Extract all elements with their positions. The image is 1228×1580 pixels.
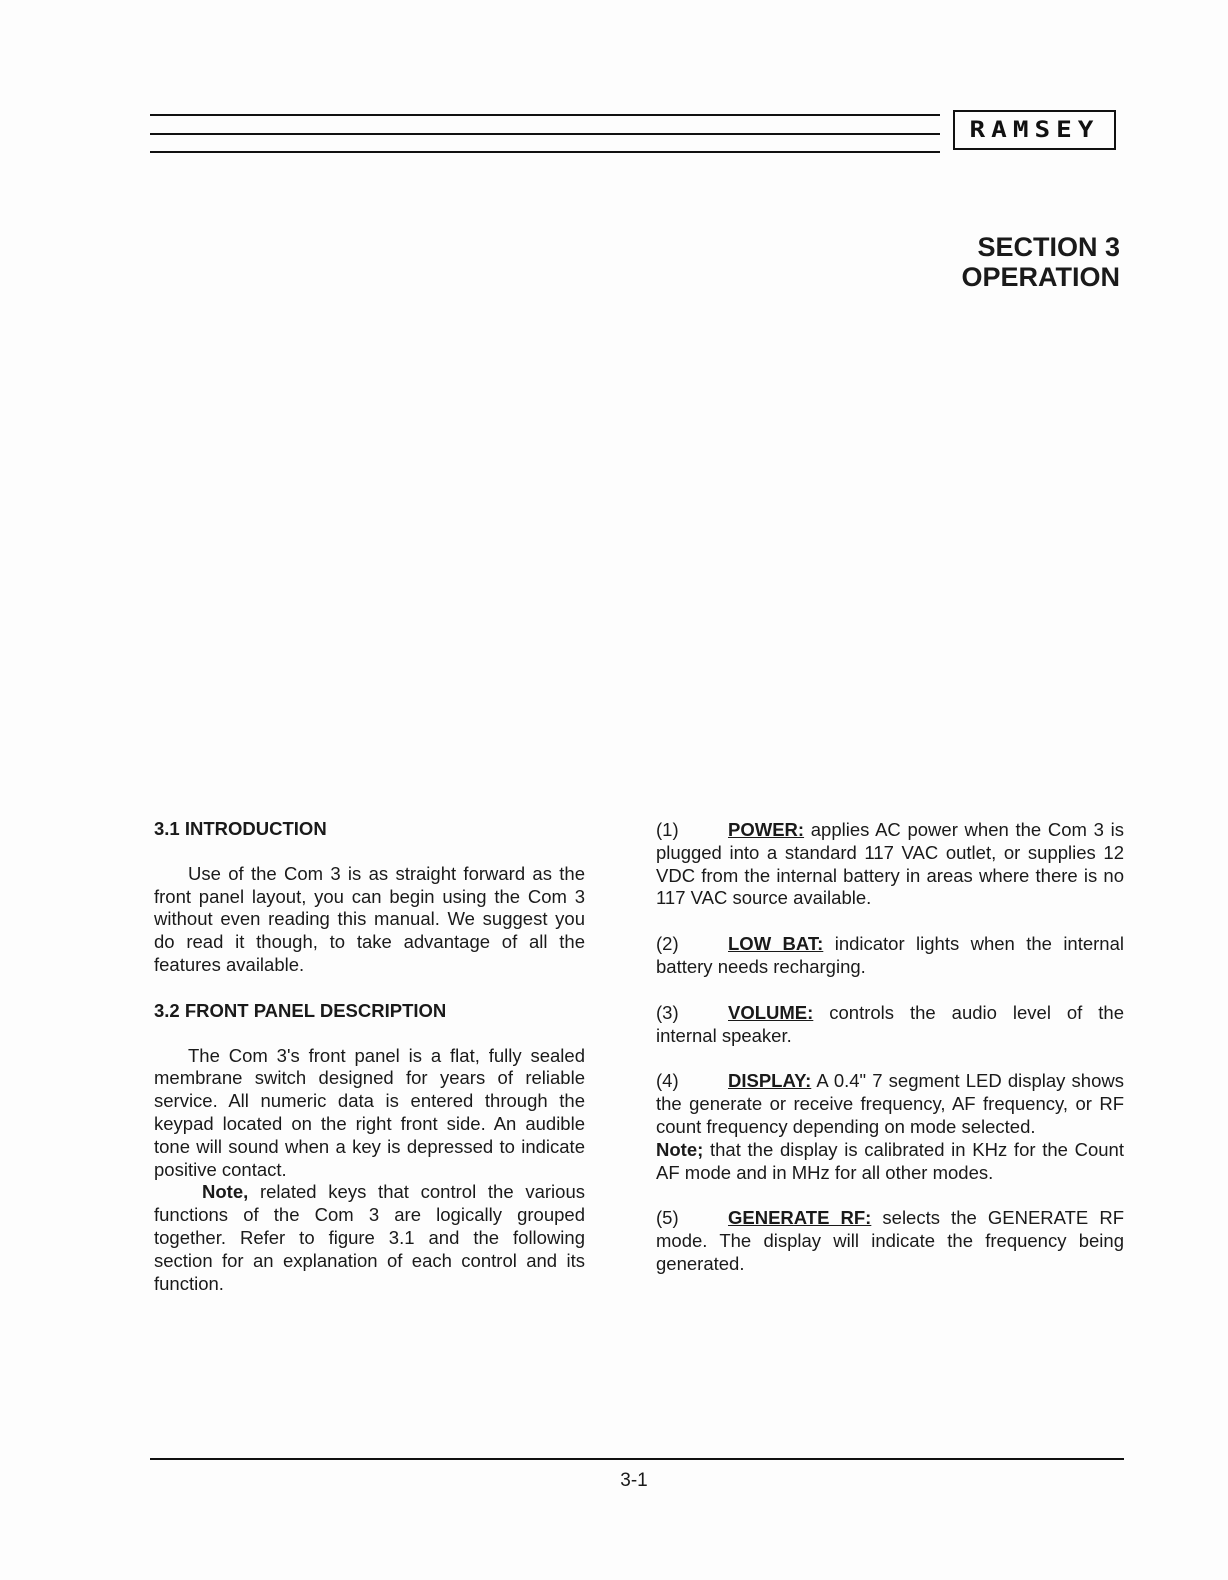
item-text: selects the GENERATE RF mode. The display will indicate the frequency being generated.: [656, 1207, 1124, 1274]
item-number: (2): [656, 933, 679, 955]
item-text: indicator lights when the internal battery needs recharging.: [656, 933, 1124, 977]
note-text: that the display is calibrated in KHz for the Count AF mode and in MHz for all other modes.: [656, 1138, 1124, 1183]
item-text: A 0.4" 7 segment LED display shows the generate or receive frequency, AF frequency, or RF count frequency depending on mode selected.: [656, 1070, 1124, 1137]
item-volume: [656, 1002, 1124, 1048]
note-label: Note,: [202, 1181, 249, 1203]
note-paragraph: [154, 1181, 585, 1295]
item-low-bat: [656, 933, 1124, 979]
item-power: [656, 819, 1124, 910]
footer-rule: [150, 1458, 1124, 1460]
intro-heading: 3.1 INTRODUCTION: [154, 818, 327, 839]
display-note: [656, 1139, 1124, 1185]
item-number: (4): [656, 1070, 679, 1092]
item-label: GENERATE RF:: [728, 1207, 872, 1229]
item-number: (3): [656, 1001, 679, 1023]
section-name: OPERATION: [961, 262, 1120, 292]
section-number: SECTION 3: [977, 232, 1120, 262]
intro-paragraph: Use of the Com 3 is as straight forward as the front panel layout, you can begin using the Com 3 without even reading this manual. We suggest you do read it though, to take advantage of all the features available.: [154, 862, 585, 975]
logo-text: RAMSEY: [969, 117, 1100, 143]
item-generate-rf: [656, 1207, 1124, 1275]
item-label: VOLUME:: [728, 1001, 814, 1023]
item-display: [656, 1070, 1124, 1138]
item-text: controls the audio level of the internal speaker.: [656, 1001, 1124, 1046]
item-label: POWER:: [728, 819, 805, 840]
header-rule-top: [150, 114, 940, 116]
item-label: DISPLAY:: [728, 1070, 812, 1092]
front-panel-heading: 3.2 FRONT PANEL DESCRIPTION: [154, 999, 447, 1021]
right-column: [656, 819, 1124, 1276]
item-number: (1): [656, 819, 679, 840]
note-label: Note;: [656, 1138, 704, 1160]
front-panel-paragraph: The Com 3's front panel is a flat, fully sealed membrane switch designed for years of reliable service. All numeric data is entered through the keypad located on the right front side. An audible tone will sound when a key is depressed to indicate positive contact.: [154, 1044, 585, 1180]
item-number: (5): [656, 1207, 679, 1229]
ramsey-logo: [953, 110, 1116, 150]
item-text: applies AC power when the Com 3 is plugged into a standard 117 VAC outlet, or supplies 12 VDC from the internal battery in areas where there is no 117 VAC source available.: [656, 819, 1124, 909]
header-rule-middle: [150, 133, 940, 135]
section-title: [961, 232, 1120, 292]
header-rule-bottom: [150, 151, 940, 153]
left-column: [154, 818, 585, 1295]
page-number: 3-1: [620, 1470, 648, 1491]
note-text: related keys that control the various functions of the Com 3 are logically grouped together. Refer to figure 3.1 and the following section for an explanation of each control and its function.: [154, 1181, 585, 1294]
item-label: LOW BAT:: [728, 933, 824, 955]
